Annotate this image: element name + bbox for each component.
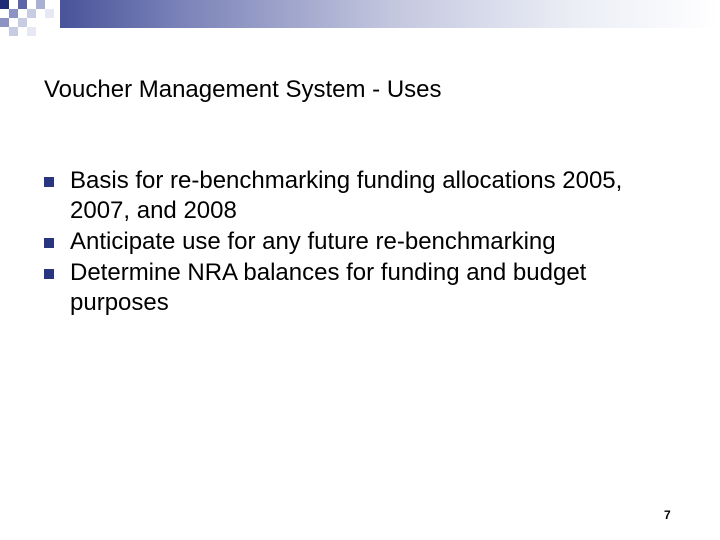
- bullet-text: Anticipate use for any future re-benchmarking: [70, 228, 556, 255]
- bullet-text: Determine NRA balances for funding and budget purposes: [70, 259, 587, 316]
- square-bullet-icon: [44, 269, 54, 279]
- checker-pattern-icon: [0, 0, 60, 46]
- header-gradient-bar: [0, 0, 720, 28]
- bullet-item: [44, 258, 684, 318]
- bullet-item: [44, 227, 684, 257]
- header-decoration: [0, 0, 720, 46]
- square-bullet-icon: [44, 177, 54, 187]
- bullet-list: [44, 166, 684, 319]
- square-bullet-icon: [44, 238, 54, 248]
- slide-title: Voucher Management System - Uses: [44, 76, 442, 103]
- page-number: 7: [664, 508, 671, 522]
- bullet-text: Basis for re-benchmarking funding allocations 2005, 2007, and 2008: [70, 167, 623, 224]
- bullet-item: [44, 166, 684, 226]
